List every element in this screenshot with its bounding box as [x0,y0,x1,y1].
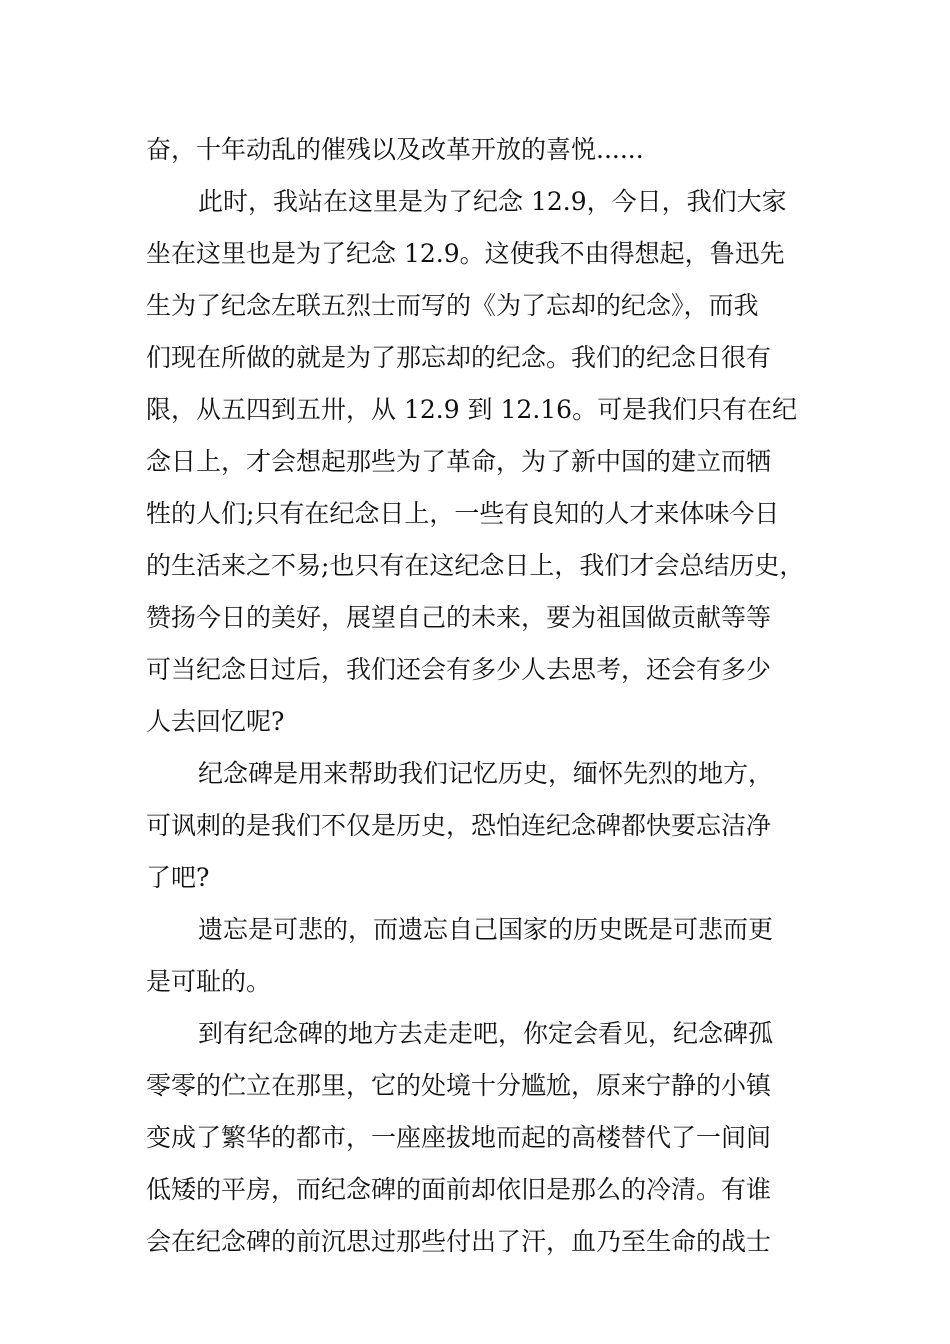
text-line: 遗忘是可悲的，而遗忘自己国家的历史既是可悲而更 [198,915,774,944]
text-line: 可当纪念日过后，我们还会有多少人去思考，还会有多少 [146,655,772,684]
text-line: 是可耻的。 [146,967,272,996]
text-line: 到有纪念碑的地方去走走吧，你定会看见，纪念碑孤 [198,1019,774,1048]
text-line: 了吧? [146,863,210,892]
text-line: 纪念碑是用来帮助我们记忆历史，缅怀先烈的地方， [198,759,774,788]
text-line: 零零的伫立在那里，它的处境十分尴尬，原来宁静的小镇 [146,1071,772,1100]
body-text [146,124,846,1268]
text-line: 变成了繁华的都市，一座座拔地而起的高楼替代了一间间 [146,1123,772,1152]
text-line: 坐在这里也是为了纪念 12.9。这使我不由得想起，鲁迅先 [146,239,785,268]
text-line: 们现在所做的就是为了那忘却的纪念。我们的纪念日很有 [146,343,772,372]
text-line: 念日上，才会想起那些为了革命，为了新中国的建立而牺 [146,447,772,476]
text-line: 人去回忆呢? [146,707,285,736]
text-line: 限，从五四到五卅，从 12.9 到 12.16。可是我们只有在纪 [146,395,798,424]
text-line: 生为了纪念左联五烈士而写的《为了忘却的纪念》，而我 [146,291,759,320]
text-line: 低矮的平房，而纪念碑的面前却依旧是那么的冷清。有谁 [146,1175,772,1204]
text-line: 牲的人们;只有在纪念日上，一些有良知的人才来体味今日 [146,499,780,528]
text-line: 可讽刺的是我们不仅是历史，恐怕连纪念碑都快要忘洁净 [146,811,772,840]
text-line: 会在纪念碑的前沉思过那些付出了汗，血乃至生命的战士 [146,1227,772,1256]
text-line: 的生活来之不易;也只有在这纪念日上，我们才会总结历史， [146,551,805,580]
text-line: 此时，我站在这里是为了纪念 12.9，今日，我们大家 [198,187,787,216]
text-line: 奋，十年动乱的催残以及改革开放的喜悦...... [146,135,644,164]
text-line: 赞扬今日的美好，展望自己的未来，要为祖国做贡献等等 [146,603,772,632]
